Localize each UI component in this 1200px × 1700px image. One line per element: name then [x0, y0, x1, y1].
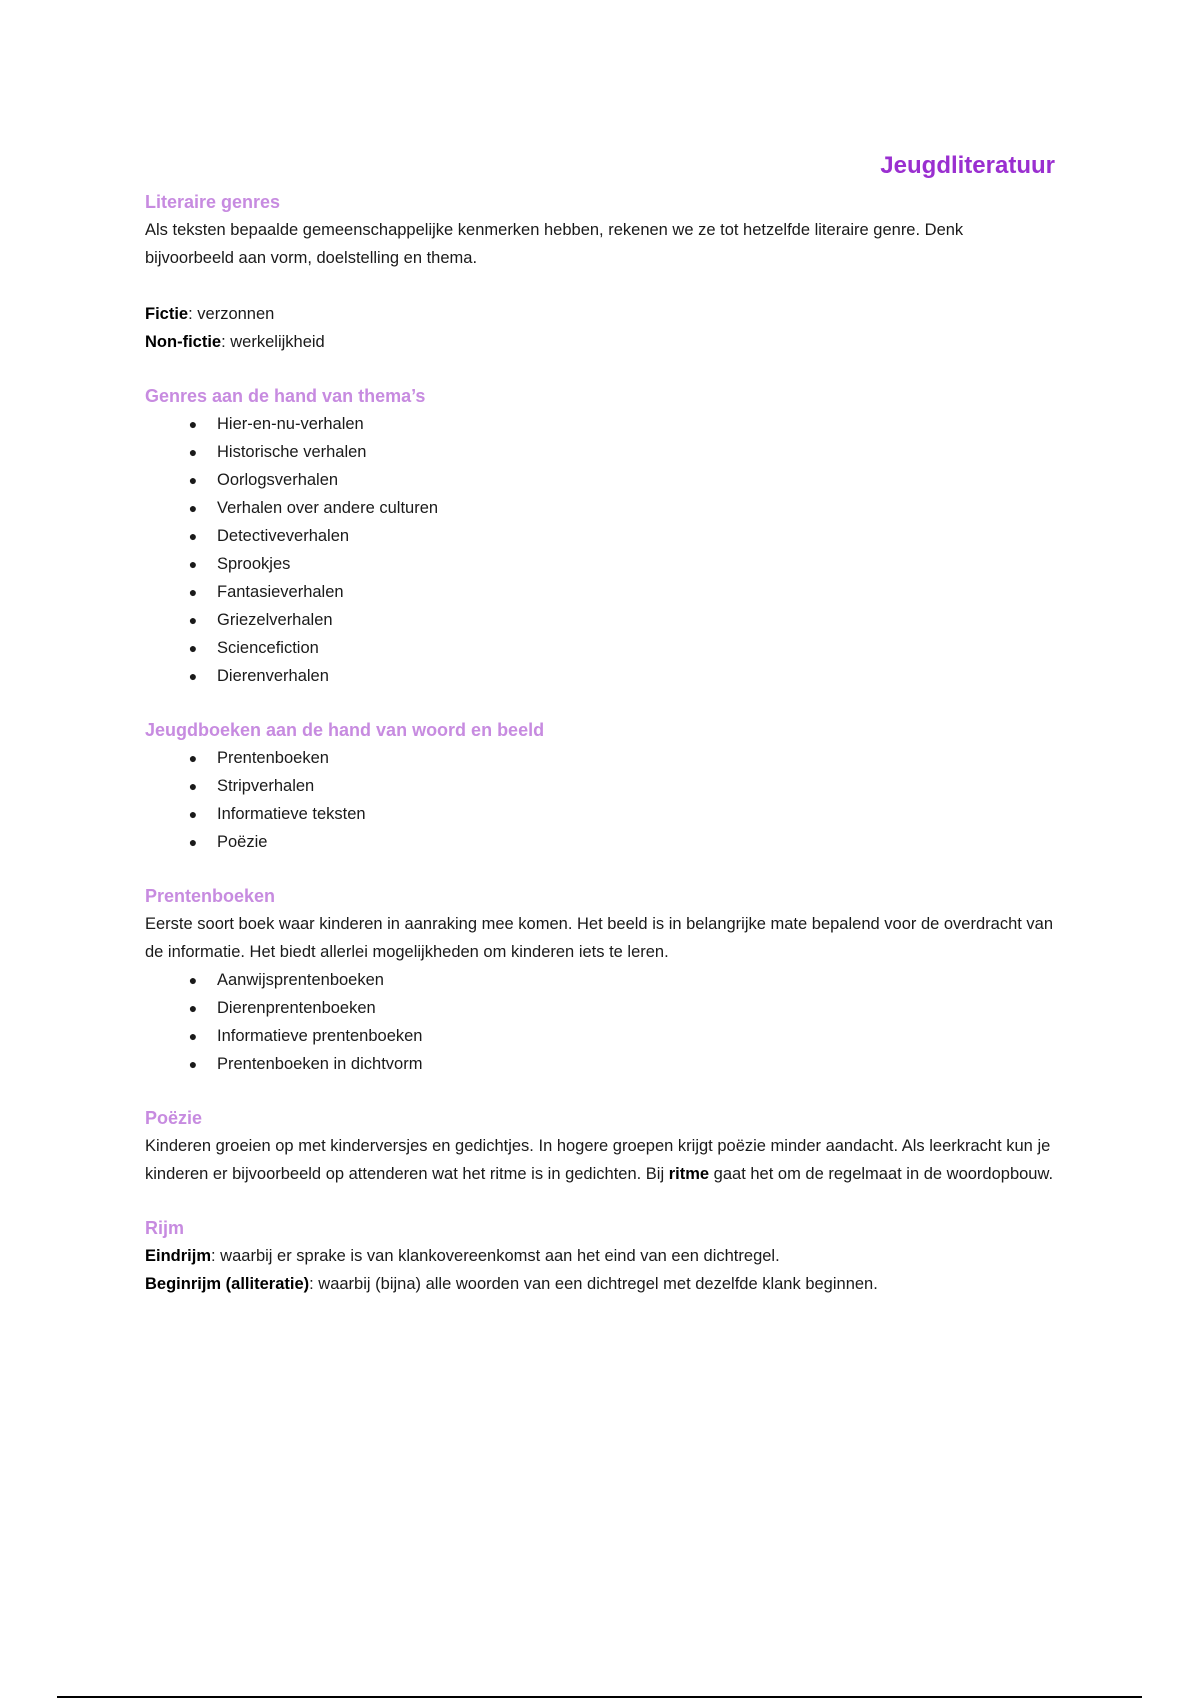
- heading-poezie: Poëzie: [145, 1108, 203, 1128]
- term-nonfictie: Non-fictie: [145, 333, 222, 351]
- heading-woord-beeld: Jeugdboeken aan de hand van woord en beeld: [145, 720, 545, 740]
- bullet-icon: ●: [188, 584, 198, 600]
- def-nonfictie: : werkelijkheid: [221, 333, 325, 351]
- list-item: ● Aanwijsprentenboeken: [145, 966, 1055, 994]
- bullet-icon: ●: [188, 972, 198, 988]
- bullet-icon: ●: [188, 1000, 198, 1016]
- list-item: ● Dierenverhalen: [145, 662, 1055, 690]
- term-beginrijm: Beginrijm (alliteratie): [145, 1275, 310, 1293]
- list-woord-beeld: [145, 744, 1055, 856]
- list-themas: [145, 410, 1055, 690]
- bullet-icon: ●: [188, 444, 198, 460]
- def-fictie: : verzonnen: [188, 305, 275, 323]
- list-item: ● Hier-en-nu-verhalen: [145, 410, 1055, 438]
- footer-rule: [57, 1696, 1142, 1698]
- paragraph-poezie: Kinderen groeien op met kinderversjes en gedichtjes. In hogere groepen krijgt poëzie minder aandacht. Als leerkracht kun je kinderen er bijvoorbeeld op attenderen wat het ritme is in gedichten. Bij ritme gaat het om de regelmaat in de woordopbouw.: [145, 1137, 1054, 1183]
- list-item: ● Sprookjes: [145, 550, 1055, 578]
- definition-eindrijm: [145, 1242, 1055, 1270]
- term-ritme: ritme: [668, 1165, 710, 1183]
- list-item: ● Informatieve teksten: [145, 800, 1055, 828]
- bullet-icon: ●: [188, 472, 198, 488]
- list-item: ● Griezelverhalen: [145, 606, 1055, 634]
- term-eindrijm: Eindrijm: [145, 1247, 212, 1265]
- definition-nonfictie: [145, 328, 1055, 356]
- bullet-icon: ●: [188, 668, 198, 684]
- bullet-icon: ●: [188, 750, 198, 766]
- list-item: ● Oorlogsverhalen: [145, 466, 1055, 494]
- list-item: ● Informatieve prentenboeken: [145, 1022, 1055, 1050]
- heading-rijm: Rijm: [145, 1218, 185, 1238]
- bullet-icon: ●: [188, 556, 198, 572]
- list-item: ● Dierenprentenboeken: [145, 994, 1055, 1022]
- bullet-icon: ●: [188, 834, 198, 850]
- list-item: ● Stripverhalen: [145, 772, 1055, 800]
- list-item: ● Detectiveverhalen: [145, 522, 1055, 550]
- list-item: ● Prentenboeken: [145, 744, 1055, 772]
- heading-themas: Genres aan de hand van thema’s: [145, 386, 426, 406]
- bullet-icon: ●: [188, 806, 198, 822]
- bullet-icon: ●: [188, 640, 198, 656]
- bullet-icon: ●: [188, 1028, 198, 1044]
- document-page: [145, 150, 1055, 1298]
- bullet-icon: ●: [188, 1056, 198, 1072]
- list-item: ● Historische verhalen: [145, 438, 1055, 466]
- list-item: ● Prentenboeken in dichtvorm: [145, 1050, 1055, 1078]
- list-item: ● Sciencefiction: [145, 634, 1055, 662]
- definition-fictie: [145, 300, 1055, 328]
- term-fictie: Fictie: [145, 305, 189, 323]
- definition-beginrijm: [145, 1270, 1055, 1298]
- bullet-icon: ●: [188, 416, 198, 432]
- heading-literaire-genres: Literaire genres: [145, 192, 281, 212]
- document-title: Jeugdliteratuur: [880, 152, 1055, 179]
- paragraph-prentenboeken: Eerste soort boek waar kinderen in aanraking mee komen. Het beeld is in belangrijke mate bepalend voor de overdracht van de informatie. Het biedt allerlei mogelijkheden om kinderen iets te leren.: [145, 915, 1054, 961]
- list-item: ● Poëzie: [145, 828, 1055, 856]
- def-beginrijm: : waarbij (bijna) alle woorden van een dichtregel met dezelfde klank beginnen.: [309, 1275, 878, 1293]
- list-prentenboeken: [145, 966, 1055, 1078]
- heading-prentenboeken: Prentenboeken: [145, 886, 276, 906]
- bullet-icon: ●: [188, 528, 198, 544]
- bullet-icon: ●: [188, 778, 198, 794]
- list-item: ● Fantasieverhalen: [145, 578, 1055, 606]
- bullet-icon: ●: [188, 612, 198, 628]
- bullet-icon: ●: [188, 500, 198, 516]
- def-eindrijm: : waarbij er sprake is van klankovereenkomst aan het eind van een dichtregel.: [211, 1247, 780, 1265]
- list-item: ● Verhalen over andere culturen: [145, 494, 1055, 522]
- paragraph-literaire-genres: Als teksten bepaalde gemeenschappelijke kenmerken hebben, rekenen we ze tot hetzelfde literaire genre. Denk bijvoorbeeld aan vorm, doelstelling en thema.: [145, 221, 964, 267]
